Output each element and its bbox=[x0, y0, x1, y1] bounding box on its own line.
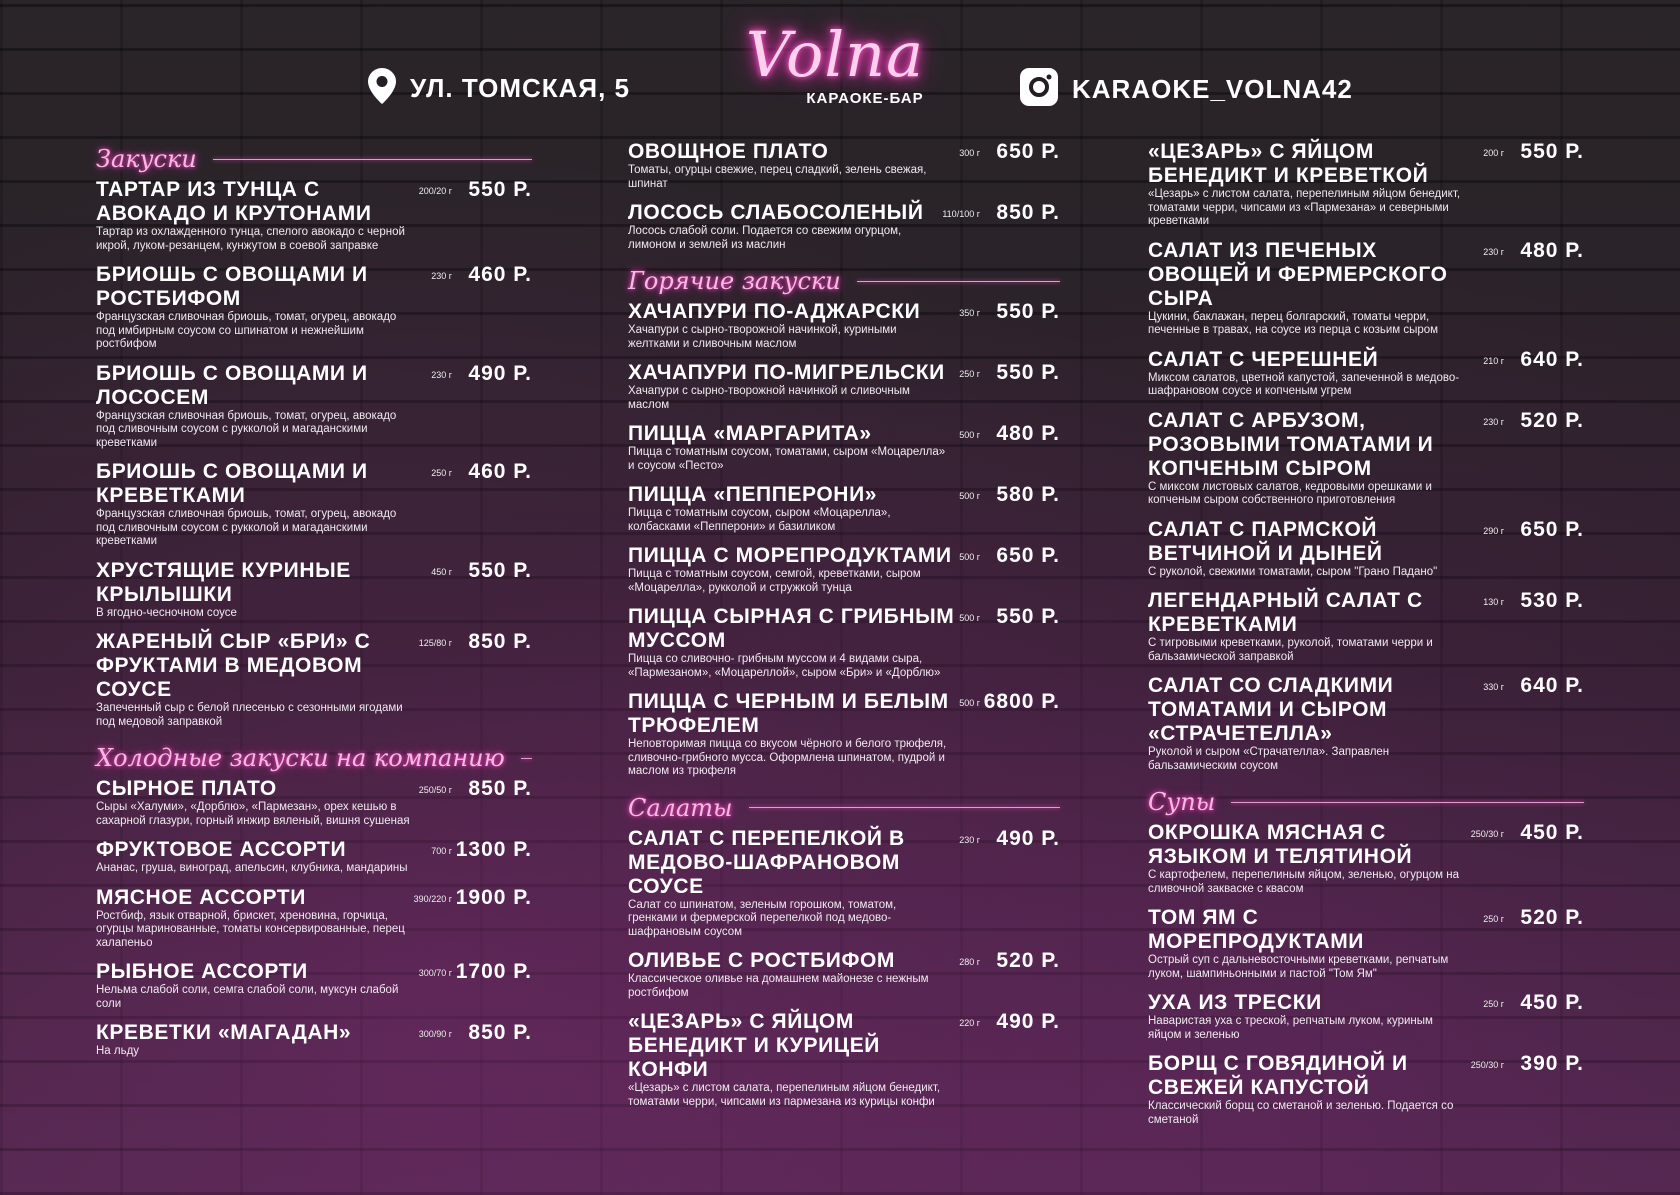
menu-item-weight: 210 г bbox=[1483, 355, 1504, 366]
menu-item-name: ПИЦЦА «МАРГАРИТА» bbox=[628, 422, 872, 445]
logo-script: Volna bbox=[745, 18, 925, 91]
menu-item bbox=[628, 605, 1060, 680]
menu-item-weight: 330 г bbox=[1483, 682, 1504, 692]
menu-item bbox=[628, 690, 1060, 779]
section-title-text: Закуски bbox=[96, 145, 197, 173]
menu-item-weight: 230 г bbox=[1483, 416, 1504, 427]
menu-item-price: 480 Р. bbox=[1520, 238, 1584, 262]
menu-item-weight: 290 г bbox=[1483, 525, 1504, 536]
menu-item-weight: 250 г bbox=[431, 468, 452, 478]
menu-item-description: С тигровыми креветками, руколой, томатами черри и бальзамической заправкой bbox=[1148, 637, 1433, 663]
menu-item-description: Пицца с томатным соусом, томатами, сыром «Моцарелла» и соусом «Песто» bbox=[628, 446, 946, 472]
menu-item bbox=[628, 361, 1060, 412]
menu-item-name: КРЕВЕТКИ «МАГАДАН» bbox=[96, 1021, 352, 1044]
menu-item-name: ФРУКТОВОЕ АССОРТИ bbox=[96, 838, 347, 861]
menu-item-name: ПИЦЦА С МОРЕПРОДУКТАМИ bbox=[628, 544, 952, 567]
menu-item-description: Пицца со сливочно- грибным муссом и 4 видами сыра, «Пармезаном», «Моцареллой», сыром «Бри» и «Дорблю» bbox=[628, 653, 941, 679]
menu-item-weight: 250 г bbox=[1483, 999, 1504, 1009]
menu-item bbox=[628, 1010, 1060, 1109]
menu-item-name: ТАРТАР ИЗ ТУНЦА С АВОКАДО И КРУТОНАМИ bbox=[96, 178, 372, 225]
menu-item-weight: 250/30 г bbox=[1470, 1060, 1504, 1070]
menu-item-description: Лосось слабой соли. Подается со свежим огурцом, лимоном и землей из маслин bbox=[628, 225, 902, 251]
section-title-text: Горячие закуски bbox=[628, 267, 841, 295]
menu-item bbox=[628, 544, 1060, 595]
menu-item-name: ХРУСТЯЩИЕ КУРИНЫЕ КРЫЛЫШКИ bbox=[96, 558, 351, 606]
menu-item-description: Ростбиф, язык отварной, брискет, хреновина, горчица, огурцы маринованные, томаты консервированные, перец халапеньо bbox=[96, 909, 405, 949]
menu-item-price: 550 Р. bbox=[996, 300, 1060, 323]
menu-item bbox=[628, 422, 1060, 473]
menu-item-weight: 250/50 г bbox=[418, 785, 452, 795]
menu-item-price: 390 Р. bbox=[1520, 1052, 1584, 1075]
menu-item-price: 850 Р. bbox=[468, 630, 532, 653]
menu-item-price: 550 Р. bbox=[996, 605, 1060, 628]
menu-item-price: 490 Р. bbox=[996, 1010, 1060, 1033]
menu-item-price: 490 Р. bbox=[996, 826, 1060, 850]
menu-item-price: 850 Р. bbox=[468, 1021, 532, 1044]
menu-item bbox=[628, 300, 1060, 351]
menu-item bbox=[96, 1021, 532, 1059]
menu-item-description: С миксом листовых салатов, кедровыми орешками и копченым сыром собственного приготовления bbox=[1148, 480, 1432, 506]
menu-item-name: САЛАТ С ПАРМСКОЙ ВЕТЧИНОЙ И ДЫНЕЙ bbox=[1148, 517, 1383, 565]
menu-item-weight: 500 г bbox=[959, 430, 980, 440]
menu-item-description: На льду bbox=[96, 1045, 140, 1057]
menu-item bbox=[96, 886, 532, 951]
menu-item-price: 450 Р. bbox=[1520, 821, 1584, 844]
menu-item bbox=[96, 630, 532, 729]
menu-item-weight: 230 г bbox=[431, 271, 452, 281]
menu-item bbox=[1148, 140, 1584, 229]
section-divider bbox=[1231, 802, 1584, 803]
menu-item bbox=[1148, 991, 1584, 1042]
menu-item bbox=[628, 827, 1060, 940]
menu-item-description: С руколой, свежими томатами, сыром "Грано Падано" bbox=[1148, 565, 1438, 578]
menu-item-name: ПИЦЦА «ПЕППЕРОНИ» bbox=[628, 483, 878, 506]
menu-item-name: «ЦЕЗАРЬ» С ЯЙЦОМ БЕНЕДИКТ И КРЕВЕТКОЙ bbox=[1148, 140, 1429, 187]
menu-item-description: Пицца с томатным соусом, сыром «Моцарелла», колбасками «Пепперони» и базиликом bbox=[628, 507, 891, 533]
menu-item-weight: 350 г bbox=[959, 308, 980, 318]
menu-item-price: 650 Р. bbox=[1520, 517, 1584, 541]
menu-item-weight: 250 г bbox=[1483, 914, 1504, 924]
menu-item-name: САЛАТ С АРБУЗОМ, РОЗОВЫМИ ТОМАТАМИ И КОПЧЕНЫМ СЫРОМ bbox=[1148, 408, 1434, 480]
instagram-icon bbox=[1020, 68, 1058, 110]
menu-item-name: РЫБНОЕ АССОРТИ bbox=[96, 960, 308, 983]
menu-item bbox=[96, 960, 532, 1011]
menu-item-description: Неповторимая пицца со вкусом чёрного и белого трюфеля, сливочно-грибного мусса. Оформлена шпинатом, пудрой и маслом из трюфеля bbox=[628, 738, 947, 777]
instagram-handle[interactable]: KARAOKE_VOLNA42 bbox=[1072, 73, 1353, 104]
menu-item-weight: 200/20 г bbox=[418, 186, 452, 196]
menu-item-price: 550 Р. bbox=[996, 361, 1060, 384]
menu-item-weight: 500 г bbox=[959, 698, 980, 708]
menu-item-weight: 125/80 г bbox=[418, 638, 452, 648]
menu-item-price: 850 Р. bbox=[996, 201, 1060, 224]
menu-item bbox=[628, 483, 1060, 534]
menu-item-name: ЖАРЕНЫЙ СЫР «БРИ» С ФРУКТАМИ В МЕДОВОМ СОУСЕ bbox=[96, 630, 371, 701]
menu-item-weight: 450 г bbox=[431, 566, 452, 577]
menu-item-name: САЛАТ СО СЛАДКИМИ ТОМАТАМИ И СЫРОМ «СТРАЧЕТЕЛЛА» bbox=[1148, 674, 1394, 745]
menu-column-1 bbox=[96, 140, 532, 1069]
menu-item-weight: 500 г bbox=[959, 613, 980, 623]
menu-item-name: ПИЦЦА С ЧЕРНЫМ И БЕЛЫМ ТРЮФЕЛЕМ bbox=[628, 690, 949, 737]
header bbox=[0, 0, 1680, 140]
menu-item bbox=[1148, 239, 1584, 338]
menu-item bbox=[1148, 1052, 1584, 1127]
menu-item-description: Классическое оливье на домашнем майонезе с нежным ростбифом bbox=[628, 973, 929, 999]
menu-item-price: 1700 Р. bbox=[455, 960, 532, 983]
menu-item bbox=[1148, 589, 1584, 664]
menu-item-name: ПИЦЦА СЫРНАЯ С ГРИБНЫМ МУССОМ bbox=[628, 605, 955, 652]
menu-item-price: 530 Р. bbox=[1520, 589, 1584, 612]
section-title bbox=[628, 789, 1060, 827]
section-title-text: Супы bbox=[1148, 788, 1216, 816]
menu-item-description: Цукини, баклажан, перец болгарский, томаты черри, печенные в травах, на соусе из перца с козьим сыром bbox=[1148, 310, 1439, 336]
menu-item-name: ЛОСОСЬ СЛАБОСОЛЕНЫЙ bbox=[628, 201, 924, 224]
menu-item-description: Ананас, груша, виноград, апельсин, клубника, мандарины bbox=[96, 862, 408, 874]
menu-item-description: «Цезарь» с листом салата, перепелиным яйцом бенедикт, томатами черри, чипсами из пармезана из курицы конфи bbox=[628, 1082, 941, 1108]
menu-item-price: 460 Р. bbox=[468, 460, 532, 483]
menu-item-description: «Цезарь» с листом салата, перепелиным яйцом бенедикт, томатами черри, чипсами из «Пармезана» и северными креветками bbox=[1148, 188, 1461, 227]
section-title-text: Салаты bbox=[628, 793, 733, 822]
menu-column-3 bbox=[1148, 140, 1584, 1137]
menu-item bbox=[96, 777, 532, 828]
menu-item-name: ХАЧАПУРИ ПО-МИГРЕЛЬСКИ bbox=[628, 361, 945, 384]
section-title bbox=[1148, 783, 1584, 821]
logo bbox=[740, 18, 930, 107]
menu-item bbox=[1148, 906, 1584, 981]
menu-item-name: МЯСНОЕ АССОРТИ bbox=[96, 885, 306, 909]
menu-item-description: С картофелем, перепелиным яйцом, зеленью, огурцом на сливочной закваске с квасом bbox=[1148, 869, 1459, 895]
menu-item-weight: 500 г bbox=[959, 491, 980, 501]
menu-item-weight: 220 г bbox=[959, 1018, 980, 1028]
menu-item-name: БОРЩ С ГОВЯДИНОЙ И СВЕЖЕЙ КАПУСТОЙ bbox=[1148, 1052, 1408, 1099]
section-title bbox=[96, 739, 532, 777]
menu-item bbox=[1148, 821, 1584, 896]
menu-item-name: УХА ИЗ ТРЕСКИ bbox=[1148, 991, 1322, 1014]
section-title bbox=[628, 262, 1060, 300]
menu-item-description: Классический борщ со сметаной и зеленью. Подается со сметаной bbox=[1148, 1100, 1454, 1126]
section-divider bbox=[521, 758, 532, 759]
section-divider bbox=[857, 281, 1060, 282]
menu-item-name: ОКРОШКА МЯСНАЯ С ЯЗЫКОМ И ТЕЛЯТИНОЙ bbox=[1148, 821, 1413, 868]
menu-item-price: 550 Р. bbox=[1520, 140, 1584, 163]
menu-item-weight: 230 г bbox=[959, 834, 980, 845]
menu-item-weight: 300/70 г bbox=[418, 968, 452, 978]
menu-item-price: 640 Р. bbox=[1520, 674, 1584, 697]
menu-item-description: Салат со шпинатом, зеленым горошком, томатом, гренками и фермерской перепелкой под медово-шафрановым соусом bbox=[628, 898, 897, 938]
menu-item-weight: 500 г bbox=[959, 552, 980, 562]
menu-item-description: Томаты, огурцы свежие, перец сладкий, зелень свежая, шпинат bbox=[628, 164, 927, 190]
menu-item-price: 650 Р. bbox=[996, 140, 1060, 163]
menu-item-price: 1900 Р. bbox=[455, 885, 532, 909]
logo-subtitle: КАРАОКЕ-БАР bbox=[806, 90, 924, 107]
menu-item-price: 520 Р. bbox=[1520, 906, 1584, 929]
menu-item bbox=[96, 178, 532, 253]
map-pin-icon bbox=[368, 68, 396, 108]
menu-item-name: ОЛИВЬЕ С РОСТБИФОМ bbox=[628, 949, 896, 972]
menu-item-weight: 250/30 г bbox=[1470, 829, 1504, 839]
menu-item bbox=[96, 838, 532, 876]
menu-item-description: Французская сливочная бриошь, томат, огурец, авокадо под имбирным соусом со шпинатом и нежнейшим ростбифом bbox=[96, 311, 397, 350]
menu-item-description: Сыры «Халуми», «Дорблю», «Пармезан», орех кешью в сахарной глазури, горный инжир вяленый, вишня сушеная bbox=[96, 801, 410, 827]
menu-item-weight: 390/220 г bbox=[413, 893, 452, 904]
section-divider bbox=[213, 159, 532, 160]
menu-item-description: Французская сливочная бриошь, томат, огурец, авокадо под сливочным соусом с рукколой и магаданскими креветками bbox=[96, 409, 397, 449]
menu-item-description: Тартар из охлажденного тунца, спелого авокадо с черной икрой, луком-резанцем, кунжутом в соевой заправке bbox=[96, 226, 405, 252]
menu-item bbox=[96, 362, 532, 451]
menu-item-description: Нельма слабой соли, семга слабой соли, муксун слабой соли bbox=[96, 984, 399, 1010]
menu-item-weight: 130 г bbox=[1483, 597, 1504, 607]
menu-item-description: В ягодно-чесночном соусе bbox=[96, 606, 237, 619]
menu-item-name: ЛЕГЕНДАРНЫЙ САЛАТ С КРЕВЕТКАМИ bbox=[1148, 589, 1423, 636]
menu-item-price: 490 Р. bbox=[468, 361, 532, 385]
menu-item-name: БРИОШЬ С ОВОЩАМИ И КРЕВЕТКАМИ bbox=[96, 460, 368, 507]
menu-item-price: 520 Р. bbox=[1520, 408, 1584, 432]
menu-item bbox=[628, 201, 1060, 252]
menu-item-weight: 700 г bbox=[431, 846, 452, 856]
section-title-text: Холодные закуски на компанию bbox=[96, 744, 505, 772]
menu-item-weight: 300/90 г bbox=[418, 1029, 452, 1039]
menu-item bbox=[96, 559, 532, 621]
menu-item-description: Острый суп с дальневосточными креветками, репчатым луком, шампиньонными и пастой "Том Ям" bbox=[1148, 954, 1449, 980]
address-block bbox=[368, 68, 630, 108]
menu-item-price: 6800 Р. bbox=[983, 690, 1060, 713]
menu-item-name: БРИОШЬ С ОВОЩАМИ И РОСТБИФОМ bbox=[96, 263, 368, 310]
menu-item-price: 650 Р. bbox=[996, 544, 1060, 567]
menu-item-description: Хачапури с сырно-творожной начинкой и сливочным маслом bbox=[628, 385, 910, 411]
menu-column-2 bbox=[628, 140, 1060, 1119]
menu-item-weight: 280 г bbox=[959, 957, 980, 967]
menu-item bbox=[1148, 409, 1584, 508]
menu-item-name: САЛАТ С ЧЕРЕШНЕЙ bbox=[1148, 347, 1379, 371]
menu-item-name: БРИОШЬ С ОВОЩАМИ И ЛОСОСЕМ bbox=[96, 361, 368, 409]
menu-item-description: Запеченный сыр с белой плесенью с сезонными ягодами под медовой заправкой bbox=[96, 702, 403, 728]
menu-item-price: 1300 Р. bbox=[455, 838, 532, 861]
menu-item-weight: 200 г bbox=[1483, 148, 1504, 158]
menu-item-price: 520 Р. bbox=[996, 949, 1060, 972]
section-title bbox=[96, 140, 532, 178]
menu-item-price: 550 Р. bbox=[468, 178, 532, 201]
menu-item-weight: 250 г bbox=[959, 369, 980, 379]
menu-item bbox=[96, 460, 532, 549]
menu-item-price: 580 Р. bbox=[996, 483, 1060, 506]
menu-item-name: СЫРНОЕ ПЛАТО bbox=[96, 777, 277, 800]
menu-item bbox=[1148, 674, 1584, 773]
menu-item-description: Наваристая уха с треской, репчатым луком, куриным яйцом и зеленью bbox=[1148, 1015, 1433, 1041]
menu-item-price: 450 Р. bbox=[1520, 991, 1584, 1014]
menu-item-weight: 230 г bbox=[1483, 246, 1504, 257]
menu-item-name: САЛАТ С ПЕРЕПЕЛКОЙ В МЕДОВО-ШАФРАНОВОМ СОУСЕ bbox=[628, 826, 905, 898]
menu-item-price: 640 Р. bbox=[1520, 347, 1584, 371]
menu-item-name: «ЦЕЗАРЬ» С ЯЙЦОМ БЕНЕДИКТ И КУРИЦЕЙ КОНФИ bbox=[628, 1010, 881, 1081]
menu-item-description: Пицца с томатным соусом, семгой, креветками, сыром «Моцарелла», рукколой и стружкой тунца bbox=[628, 568, 921, 594]
menu-item-description: Миксом салатов, цветной капустой, запеченной в медово-шафрановом соусе и копченым угрем bbox=[1148, 371, 1460, 397]
menu-item-description: Французская сливочная бриошь, томат, огурец, авокадо под сливочным соусом с рукколой и магаданскими креветками bbox=[96, 508, 397, 547]
section-divider bbox=[749, 807, 1060, 808]
menu-item bbox=[628, 949, 1060, 1000]
menu-item-name: САЛАТ ИЗ ПЕЧЕНЫХ ОВОЩЕЙ И ФЕРМЕРСКОГО СЫРА bbox=[1148, 238, 1448, 310]
menu-item-price: 480 Р. bbox=[996, 422, 1060, 445]
menu-item-description: Руколой и сыром «Страчателла». Заправлен бальзамическим соусом bbox=[1148, 746, 1390, 772]
menu-item bbox=[628, 140, 1060, 191]
menu-item bbox=[1148, 518, 1584, 580]
menu-item-price: 460 Р. bbox=[468, 263, 532, 286]
address-text: УЛ. ТОМСКАЯ, 5 bbox=[410, 72, 631, 103]
menu-item-name: ОВОЩНОЕ ПЛАТО bbox=[628, 140, 829, 163]
menu-item-weight: 230 г bbox=[431, 369, 452, 380]
menu-item-description: Хачапури с сырно-творожной начинкой, куриными желтками и сливочным маслом bbox=[628, 324, 897, 350]
menu-item-weight: 300 г bbox=[959, 148, 980, 158]
instagram-block[interactable] bbox=[1020, 68, 1353, 110]
menu-item-weight: 110/100 г bbox=[942, 209, 980, 219]
menu-item-name: ТОМ ЯМ С МОРЕПРОДУКТАМИ bbox=[1148, 906, 1365, 953]
menu-item-price: 850 Р. bbox=[468, 777, 532, 800]
menu-item-price: 550 Р. bbox=[468, 558, 532, 582]
menu-item-name: ХАЧАПУРИ ПО-АДЖАРСКИ bbox=[628, 300, 921, 323]
menu-item bbox=[96, 263, 532, 352]
menu-item bbox=[1148, 348, 1584, 399]
